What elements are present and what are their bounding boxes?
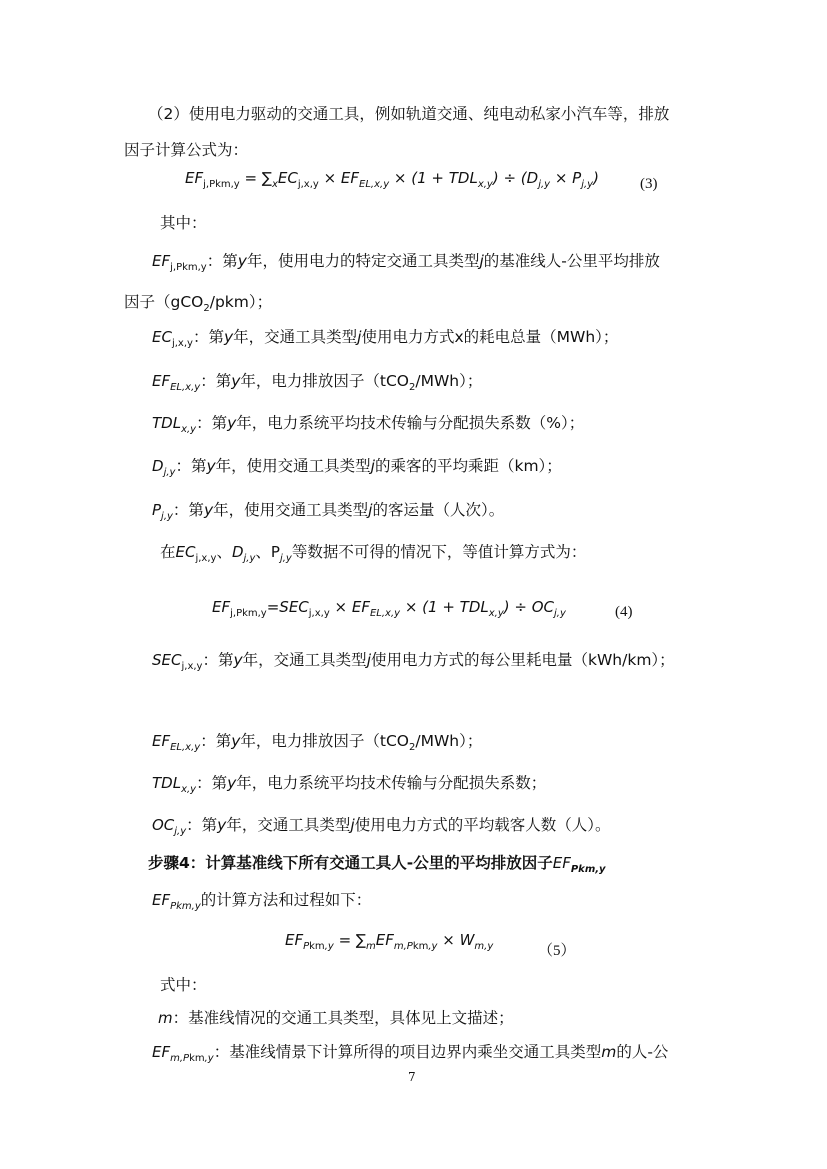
equation-4-number: (4) bbox=[615, 604, 633, 620]
equation-5-number: （5） bbox=[538, 943, 576, 959]
def-sec: $SEC_{j,x,y}$：第y年，交通工具类型j使用电力方式的每公里耗电量（kWh/km）； bbox=[152, 651, 675, 673]
def-m: m：基准线情况的交通工具类型，具体见上文描述； bbox=[158, 1009, 514, 1027]
equation-4: $EF_{j,Pkm,y}=SEC_{j,x,y} \times EF_{EL,x,y} \times (1 + TDL_{x,y}) \div OC_{j,y}$ bbox=[212, 598, 566, 619]
shizhong-label: 式中： bbox=[160, 976, 207, 994]
qizhong-label: 其中： bbox=[160, 214, 207, 232]
equation-3-number: (3) bbox=[640, 176, 658, 192]
page-number: 7 bbox=[408, 1070, 416, 1084]
def-p: $P_{j,y}$：第y年，使用交通工具类型j的客运量（人次）。 bbox=[152, 501, 505, 523]
def2-ef-el: $EF_{EL,x,y}$：第y年，电力排放因子（tCO$_2$/MWh）； bbox=[152, 732, 483, 754]
def-ef-pkm-line2: 因子（gCO$_2$/pkm）； bbox=[124, 293, 273, 315]
step-4-heading: 步骤4：计算基准线下所有交通工具人-公里的平均排放因子$EF_{Pkm,y}$ bbox=[148, 854, 606, 876]
def-tdl: $TDL_{x,y}$：第y年，电力系统平均技术传输与分配损失系数（%）； bbox=[152, 414, 585, 436]
intro-line-2: 因子计算公式为： bbox=[124, 141, 249, 159]
def-ef-pkm: $EF_{j,Pkm,y}$：第y年，使用电力的特定交通工具类型j的基准线人-公里平均排放 bbox=[152, 252, 660, 274]
def-ef-el: $EF_{EL,x,y}$：第y年，电力排放因子（tCO$_2$/MWh）； bbox=[152, 372, 483, 394]
def-d: $D_{j,y}$：第y年，使用交通工具类型j的乘客的平均乘距（km）； bbox=[152, 457, 562, 479]
calc-intro: $EF_{Pkm,y}$的计算方法和过程如下： bbox=[152, 891, 372, 913]
def2-oc: $OC_{j,y}$：第y年，交通工具类型j使用电力方式的平均载客人数（人）。 bbox=[152, 816, 611, 838]
def-ec: $EC_{j,x,y}$：第y年，交通工具类型j使用电力方式x的耗电总量（MWh）； bbox=[152, 328, 619, 350]
def2-tdl: $TDL_{x,y}$：第y年，电力系统平均技术传输与分配损失系数； bbox=[152, 774, 547, 796]
equation-3: $EF_{j,Pkm,y} = \sum_xEC_{j,x,y} \times EF_{EL,x,y} \times (1 + TDL_{x,y}) \div (D_{j,y} \times P_{j,y})$ bbox=[185, 169, 599, 190]
def-ef-m: $EF_{m,Pkm,y}$：基准线情景下计算所得的项目边界内乘坐交通工具类型m的人-公 bbox=[152, 1043, 669, 1065]
equation-5: $EF_{Pkm,y} = \sum_mEF_{m,Pkm,y} \times W_{m,y}$ bbox=[285, 931, 494, 952]
equiv-intro: 在$EC_{j,x,y}$、$D_{j,y}$、$P_{j,y}$等数据不可得的情况下，等值计算方式为： bbox=[160, 543, 587, 565]
intro-line-1: （2）使用电力驱动的交通工具，例如轨道交通、纯电动私家小汽车等，排放 bbox=[148, 105, 670, 123]
